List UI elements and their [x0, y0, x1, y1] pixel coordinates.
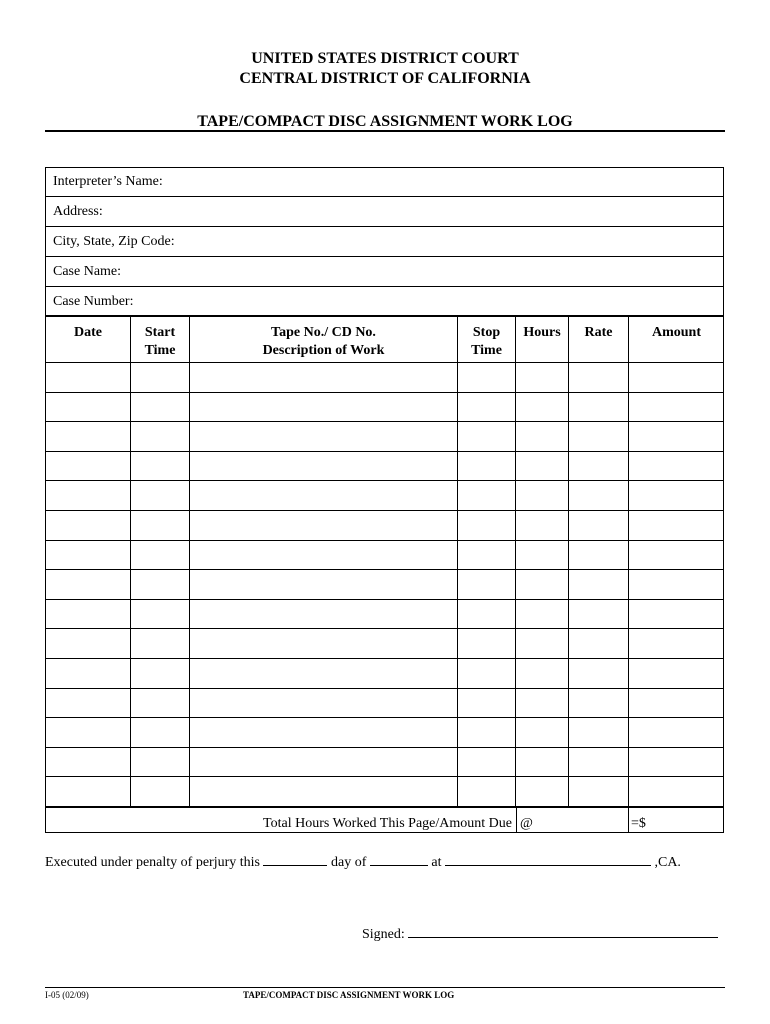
court-name: UNITED STATES DISTRICT COURT: [251, 50, 519, 67]
table-cell[interactable]: [131, 777, 189, 805]
table-cell[interactable]: [569, 659, 628, 687]
column-header-date: [46, 324, 130, 342]
case-name-label: Case Name:: [53, 264, 122, 279]
form-code: I-05 (02/09): [45, 990, 89, 1000]
interpreter-name-label: Interpreter’s Name:: [53, 174, 163, 189]
perjury-declaration: [45, 855, 681, 871]
table-cell[interactable]: [629, 452, 724, 480]
column-header-amount: [629, 324, 724, 342]
table-cell[interactable]: [516, 541, 568, 569]
table-cell[interactable]: [629, 659, 724, 687]
column-header-start-time: [131, 324, 189, 360]
table-cell[interactable]: [131, 600, 189, 628]
table-cell[interactable]: [131, 452, 189, 480]
table-cell[interactable]: [131, 511, 189, 539]
table-cell[interactable]: [190, 748, 457, 776]
title-underline: [45, 130, 725, 132]
table-cell[interactable]: [46, 629, 130, 657]
declaration-day-of: day of: [330, 855, 367, 870]
table-cell[interactable]: [516, 659, 568, 687]
table-cell[interactable]: [190, 777, 457, 805]
table-cell[interactable]: [46, 393, 130, 421]
signed-label: Signed:: [362, 927, 405, 942]
table-cell[interactable]: [190, 452, 457, 480]
table-cell[interactable]: [458, 748, 515, 776]
table-cell[interactable]: [569, 718, 628, 746]
table-cell[interactable]: [629, 689, 724, 717]
column-header-stop-line1: Stop: [472, 325, 501, 340]
table-cell[interactable]: [569, 511, 628, 539]
column-header-rate: [569, 324, 628, 342]
table-cell[interactable]: [569, 363, 628, 391]
table-cell[interactable]: [46, 570, 130, 598]
table-cell[interactable]: [516, 748, 568, 776]
table-cell[interactable]: [458, 541, 515, 569]
table-cell[interactable]: [629, 777, 724, 805]
table-cell[interactable]: [458, 629, 515, 657]
district-name: CENTRAL DISTRICT OF CALIFORNIA: [239, 70, 531, 87]
declaration-prefix: Executed under penalty of perjury this: [45, 855, 260, 870]
table-cell[interactable]: [516, 777, 568, 805]
day-blank[interactable]: [263, 865, 327, 866]
column-header-description: [190, 324, 457, 360]
address-field[interactable]: [45, 197, 724, 227]
table-cell[interactable]: [516, 393, 568, 421]
column-header-hours-line1: Hours: [523, 325, 561, 340]
table-cell[interactable]: [516, 422, 568, 450]
table-cell[interactable]: [458, 393, 515, 421]
table-cell[interactable]: [190, 541, 457, 569]
table-cell[interactable]: [629, 718, 724, 746]
table-cell[interactable]: [516, 452, 568, 480]
table-cell[interactable]: [516, 629, 568, 657]
table-cell[interactable]: [629, 481, 724, 509]
table-cell[interactable]: [516, 600, 568, 628]
table-cell[interactable]: [629, 363, 724, 391]
table-cell[interactable]: [629, 748, 724, 776]
table-cell[interactable]: [516, 689, 568, 717]
table-cell[interactable]: [629, 570, 724, 598]
table-cell[interactable]: [569, 541, 628, 569]
table-cell[interactable]: [190, 570, 457, 598]
table-cell[interactable]: [569, 452, 628, 480]
case-number-label: Case Number:: [53, 294, 134, 309]
table-cell[interactable]: [46, 718, 130, 746]
table-cell[interactable]: [46, 748, 130, 776]
footer-form-title: TAPE/COMPACT DISC ASSIGNMENT WORK LOG: [243, 990, 455, 1000]
table-cell[interactable]: [569, 777, 628, 805]
table-cell[interactable]: [629, 422, 724, 450]
column-header-stop-line2: Time: [471, 343, 502, 358]
table-cell[interactable]: [190, 689, 457, 717]
rate-at-symbol: @: [520, 816, 533, 831]
table-cell[interactable]: [629, 629, 724, 657]
table-cell[interactable]: [190, 659, 457, 687]
table-cell[interactable]: [629, 511, 724, 539]
table-cell[interactable]: [516, 363, 568, 391]
total-rate-cell[interactable]: [517, 807, 628, 833]
column-header-rate-line1: Rate: [584, 325, 613, 340]
table-cell[interactable]: [131, 659, 189, 687]
table-cell[interactable]: [569, 481, 628, 509]
table-cell[interactable]: [190, 393, 457, 421]
table-cell[interactable]: [131, 689, 189, 717]
table-cell[interactable]: [131, 570, 189, 598]
footer-rule: [45, 987, 725, 988]
table-cell[interactable]: [131, 748, 189, 776]
table-cell[interactable]: [458, 689, 515, 717]
table-cell[interactable]: [458, 452, 515, 480]
declaration-suffix: ,CA.: [654, 855, 681, 870]
table-cell[interactable]: [190, 511, 457, 539]
table-cell[interactable]: [131, 363, 189, 391]
table-cell[interactable]: [458, 363, 515, 391]
table-cell[interactable]: [190, 363, 457, 391]
column-header-hours: [516, 324, 568, 342]
table-cell[interactable]: [458, 511, 515, 539]
table-cell[interactable]: [131, 393, 189, 421]
address-label: Address:: [53, 204, 103, 219]
total-hours-label: Total Hours Worked This Page/Amount Due: [263, 816, 512, 831]
table-cell[interactable]: [190, 718, 457, 746]
city-state-zip-label: City, State, Zip Code:: [53, 234, 175, 249]
table-cell[interactable]: [569, 748, 628, 776]
column-header-stop-time: [458, 324, 515, 360]
table-cell[interactable]: [46, 689, 130, 717]
table-cell[interactable]: [190, 629, 457, 657]
location-blank[interactable]: [445, 865, 651, 866]
table-cell[interactable]: [516, 718, 568, 746]
case-number-field[interactable]: [45, 287, 724, 317]
table-cell[interactable]: [190, 481, 457, 509]
table-cell[interactable]: [46, 422, 130, 450]
column-header-description-line2: Description of Work: [262, 343, 385, 358]
table-cell[interactable]: [629, 541, 724, 569]
table-cell[interactable]: [569, 570, 628, 598]
table-cell[interactable]: [458, 600, 515, 628]
table-cell[interactable]: [46, 452, 130, 480]
column-header-date-line1: Date: [74, 325, 102, 340]
signature-line: [362, 927, 718, 943]
table-cell[interactable]: [458, 718, 515, 746]
interpreter-name-field[interactable]: [45, 167, 724, 197]
table-cell[interactable]: [629, 600, 724, 628]
column-header-start-line2: Time: [144, 343, 176, 358]
table-cell[interactable]: [131, 718, 189, 746]
column-header-amount-line1: Amount: [651, 325, 701, 340]
table-cell[interactable]: [131, 629, 189, 657]
table-cell[interactable]: [458, 570, 515, 598]
table-cell[interactable]: [569, 393, 628, 421]
table-cell[interactable]: [46, 777, 130, 805]
table-cell[interactable]: [458, 422, 515, 450]
column-header-description-line1: Tape No./ CD No.: [271, 325, 376, 340]
table-cell[interactable]: [516, 481, 568, 509]
month-blank[interactable]: [370, 865, 428, 866]
signature-blank[interactable]: [408, 937, 718, 938]
table-cell[interactable]: [458, 777, 515, 805]
table-cell[interactable]: [46, 511, 130, 539]
case-name-field[interactable]: [45, 257, 724, 287]
table-cell[interactable]: [46, 481, 130, 509]
table-cell[interactable]: [131, 422, 189, 450]
table-cell[interactable]: [629, 393, 724, 421]
total-amount-cell[interactable]: [629, 807, 724, 833]
table-cell[interactable]: [131, 481, 189, 509]
table-cell[interactable]: [46, 659, 130, 687]
table-cell[interactable]: [569, 422, 628, 450]
table-cell[interactable]: [46, 363, 130, 391]
table-cell[interactable]: [190, 422, 457, 450]
table-cell[interactable]: [569, 629, 628, 657]
city-state-zip-field[interactable]: [45, 227, 724, 257]
page-title: TAPE/COMPACT DISC ASSIGNMENT WORK LOG: [197, 113, 573, 130]
table-cell[interactable]: [569, 600, 628, 628]
amount-equals-symbol: =$: [631, 816, 646, 831]
table-cell[interactable]: [458, 481, 515, 509]
column-header-start-line1: Start: [144, 325, 176, 340]
table-cell[interactable]: [458, 659, 515, 687]
table-cell[interactable]: [190, 600, 457, 628]
table-cell[interactable]: [46, 600, 130, 628]
table-cell[interactable]: [516, 511, 568, 539]
table-cell[interactable]: [131, 541, 189, 569]
table-cell[interactable]: [516, 570, 568, 598]
table-cell[interactable]: [569, 689, 628, 717]
table-cell[interactable]: [46, 541, 130, 569]
declaration-at: at: [431, 855, 442, 870]
